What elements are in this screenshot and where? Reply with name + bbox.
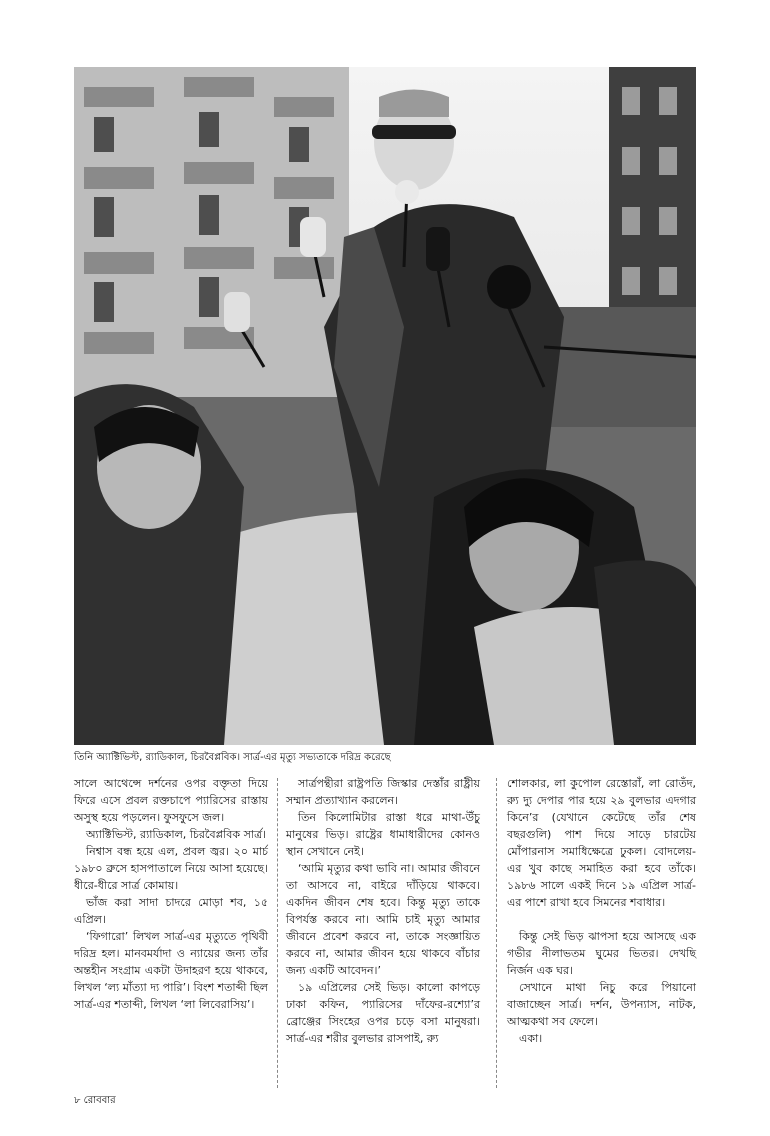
page-footer: ৮ রোববার [74, 1095, 116, 1106]
paragraph: একা। [519, 1032, 543, 1045]
paragraph-spacer [507, 911, 696, 928]
column-divider [496, 778, 497, 1088]
paragraph: অ্যাক্টিভিস্ট, র‍্যাডিকাল, চিরবৈপ্লবিক সার্ত্র। [86, 828, 267, 841]
column-divider [277, 778, 278, 1088]
paragraph: তিন কিলোমিটার রাস্তা ধরে মাথা-উঁচু মানুষের ভিড়। রাষ্ট্রের ধামাধারীদের কোনও স্থান সেখানে নেই। [286, 811, 480, 858]
article-column-2 [286, 775, 480, 1047]
paragraph: সেখানে মাথা নিচু করে পিয়ানো বাজাচ্ছেন সার্ত্র। দর্শন, উপন্যাস, নাটক, আত্মকথা সব ফেলে। [507, 981, 696, 1028]
paragraph: সালে আথেন্সে দর্শনের ওপর বক্তৃতা দিয়ে ফিরে এসে প্রবল রক্তচাপে প্যারিসের রাস্তায় অসুস্থ হয়ে পড়লেন। ফুসফুসে জল। [74, 777, 268, 824]
paragraph: ১৯ এপ্রিলের সেই ভিড়। কালো কাপড়ে ঢাকা কফিন, প্যারিসের দাঁফের-রশ্যো’র ব্রোঞ্জের সিংহের ওপর চড়ে বসা মানুষরা। সার্ত্র-এর শরীর বুলভার রাসপাই, র‍্যু [286, 981, 480, 1045]
paragraph: ‘ফিগারো’ লিখল সার্ত্র-এর মৃত্যুতে পৃথিবী দরিদ্র হল। মানবমর্যাদা ও ন্যায়ের জন্য তাঁর অন্তহীন সংগ্রাম একটা উদাহরণ হয়ে থাকবে, লিখল ‘ল্য মাঁত্যা দ্য পারি’। বিংশ শতাব্দী ছিল সার্ত্র-এর শতাব্দী, লিখল ‘লা লিবেরাসিয়’। [74, 930, 268, 1011]
paragraph: সার্ত্রপন্থীরা রাষ্ট্রপতি জিস্কার দেস্তাঁর রাষ্ট্রীয় সম্মান প্রত্যাখ্যান করলেন। [286, 777, 480, 807]
paragraph: ভাঁজ করা সাদা চাদরে মোড়া শব, ১৫ এপ্রিল। [74, 896, 268, 926]
cover-photo [74, 67, 696, 745]
paragraph: শোলকার, লা কুপোল রেস্তোরাঁ, লা রোতঁদ, র‍্যু দ্যু দেপার পার হয়ে ২৯ বুলভার এদগার কিনে’র (যেখানে কেটেছে তাঁর শেষ বছরগুলি) পাশ দিয়ে সাড়ে চারটেয় মোঁপারনাস সমাধিক্ষেত্রে ঢুকল। বোদলেয়-এর খুব কাছে সমাহিত করা হবে তাঁকে। ১৯৮৬ সালে একই দিনে ১৯ এপ্রিল সার্ত্র-এর পাশে রাখা হবে সিমনের শবাধার। [507, 777, 696, 909]
paragraph: ‘আমি মৃত্যুর কথা ভাবি না। আমার জীবনে তা আসবে না, বাইরে দাঁড়িয়ে থাকবে। একদিন জীবন শেষ হবে। কিন্তু মৃত্যু তাকে বিপর্যস্ত করবে না। আমি চাই মৃত্যু আমার জীবনে প্রবেশ করবে না, তাকে সংজ্ঞায়িত করবে না, আমার জীবন হয়ে থাকবে বাঁচার জন্য একটি আবেদন।’ [286, 862, 480, 977]
article-column-3 [507, 775, 696, 1047]
photo-caption: তিনি অ্যাক্টিভিস্ট, র‍্যাডিকাল, চিরবৈপ্লবিক। সার্ত্র-এর মৃত্যু সভ্যতাকে দরিদ্র করেছে [74, 752, 391, 763]
paragraph: নিশ্বাস বন্ধ হয়ে এল, প্রবল জ্বর। ২০ মার্চ ১৯৮০ ব্রুসে হাসপাতালে নিয়ে আসা হয়েছে। ধীরে-ধীরে সার্ত্র কোমায়। [74, 845, 268, 892]
article-column-1 [74, 775, 268, 1013]
photo-illustration [74, 67, 696, 745]
paragraph: কিন্তু সেই ভিড় ঝাপসা হয়ে আসছে এক গভীর নীলাভতম ঘুমের ভিতর। দেখছি নির্জন এক ঘর। [507, 930, 696, 977]
